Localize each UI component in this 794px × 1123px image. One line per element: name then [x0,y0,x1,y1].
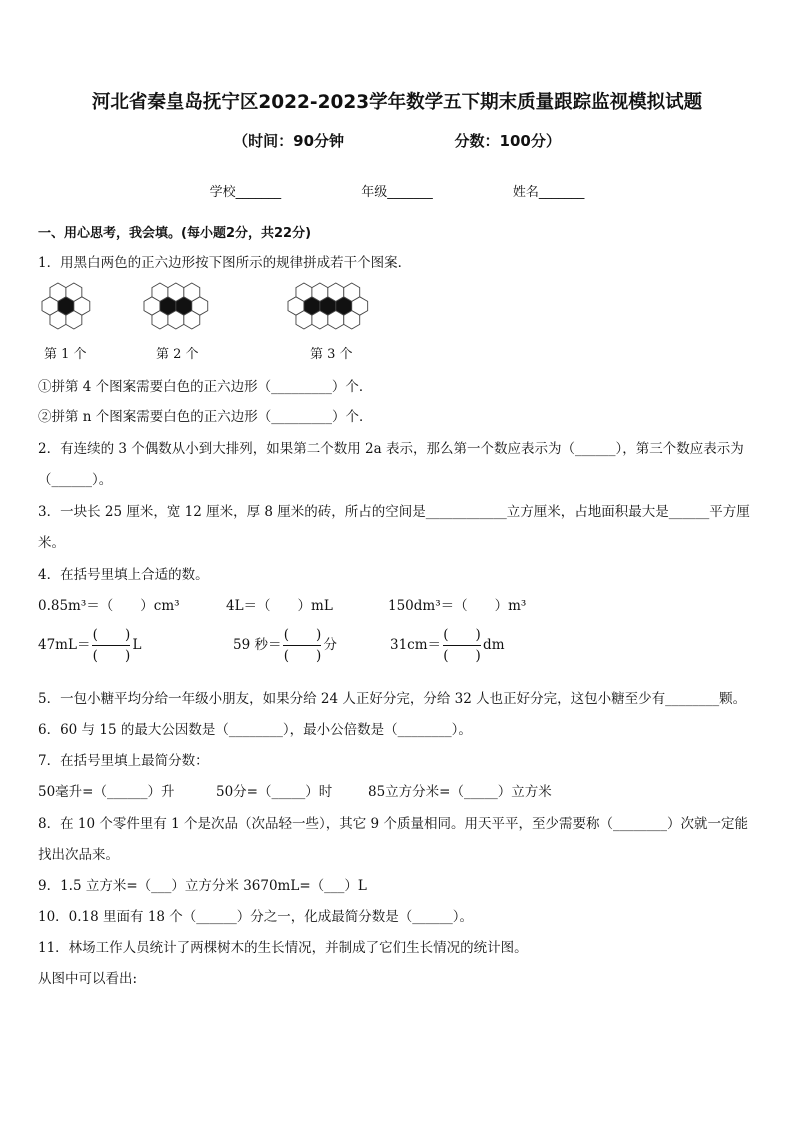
white-hexagon [328,283,344,301]
question-8-cont: 找出次品来。 [38,847,119,863]
question-10: 10．0.18 里面有 18 个（______）分之一，化成最简分数是（______）。 [38,909,474,925]
question-1: 1．用黑白两色的正六边形按下图所示的规律拼成若干个图案． [38,255,412,271]
question-2: 2．有连续的 3 个偶数从小到大排列，如果第二个数用 2a 表示，那么第一个数应表示为（______），第三个数应表示为 [38,441,744,457]
question-4-row1-c: 150dm³＝（ ）m³ [388,598,527,614]
question-7-a: 50毫升=（______）升 [38,784,175,800]
question-7-b: 50分=（_____）时 [216,784,333,800]
fraction-unit: dm [483,637,505,653]
white-hexagon [152,283,168,301]
fraction-prefix: 47mL＝ [38,637,91,653]
question-4-row1-a: 0.85m³＝（ ）cm³ [38,598,180,614]
exam-info [0,130,794,151]
numerator-blank[interactable]: ( ) [443,627,481,643]
white-hexagon [312,283,328,301]
score-label: 分数：100分） [454,132,561,150]
question-11-cont: 从图中可以看出: [38,971,138,987]
denominator-blank[interactable]: ( ) [283,648,322,664]
white-hexagon [152,311,168,329]
question-3: 3．一块长 25 厘米，宽 12 厘米，厚 8 厘米的砖，所占的空间是____________立方厘米，占地面积最大是______平方厘 [38,504,750,520]
denominator-blank[interactable]: ( ) [92,648,131,664]
white-hexagon [344,311,360,329]
question-7: 7．在括号里填上最简分数： [38,753,209,769]
fraction-unit: L [132,637,142,653]
white-hexagon [66,283,82,301]
hexagon-patterns-figure [36,278,416,334]
question-8: 8．在 10 个零件里有 1 个是次品（次品轻一些），其它 9 个质量相同。用天平平，至少需要称（________）次就一定能 [38,816,748,832]
question-1b: ②拼第 n 个图案需要白色的正六边形（_________）个． [38,409,373,425]
question-5: 5．一包小糖平均分给一年级小朋友，如果分给 24 人正好分完，分给 32 人也正好分完，这包小糖至少有________颗。 [38,691,747,707]
question-4-row1-b: 4L＝（ ）mL [226,598,333,614]
question-11: 11．林场工作人员统计了两棵树木的生长情况，并制成了它们生长情况的统计图。 [38,940,528,956]
fraction-item-1 [38,626,141,665]
white-hexagon [184,311,200,329]
white-hexagon [296,311,312,329]
student-fields [0,181,794,200]
question-4: 4．在括号里填上合适的数。 [38,567,209,583]
grade-field[interactable]: 年级_______ [361,185,433,200]
white-hexagon [328,311,344,329]
fraction-prefix: 31cm＝ [390,637,442,653]
time-label: （时间：90分钟 [233,132,345,150]
denominator-blank[interactable]: ( ) [443,648,481,664]
white-hexagon [66,311,82,329]
white-hexagon [168,283,184,301]
white-hexagon [184,283,200,301]
question-9: 9．1.5 立方米=（___）立方分米 3670mL=（___）L [38,878,367,894]
caption-3: 第 3 个 [310,347,353,362]
white-hexagon [50,283,66,301]
section-heading: 一、用心思考，我会填。(每小题2分，共22分) [38,226,312,241]
question-7-c: 85立方分米=（_____）立方米 [368,784,552,800]
fraction-unit: 分 [323,637,337,653]
name-field[interactable]: 姓名_______ [512,185,585,200]
numerator-blank[interactable]: ( ) [92,627,131,643]
numerator-blank[interactable]: ( ) [283,627,322,643]
question-1a: ①拼第 4 个图案需要白色的正六边形（_________）个． [38,379,373,395]
school-field[interactable]: 学校_______ [209,185,282,200]
question-3-cont: 米。 [38,535,65,551]
white-hexagon [312,311,328,329]
caption-2: 第 2 个 [156,347,199,362]
question-6: 6．60 与 15 的最大公因数是（________），最小公倍数是（________）。 [38,722,472,738]
fraction-prefix: 59 秒＝ [233,637,282,653]
fraction-item-3 [390,626,505,665]
fraction-item-2 [233,626,337,665]
white-hexagon [168,311,184,329]
caption-1: 第 1 个 [44,347,87,362]
question-2-cont: （______）。 [38,472,113,488]
page-title: 河北省秦皇岛抚宁区2022-2023学年数学五下期末质量跟踪监视模拟试题 [91,92,703,113]
white-hexagon [344,283,360,301]
white-hexagon [296,283,312,301]
white-hexagon [50,311,66,329]
